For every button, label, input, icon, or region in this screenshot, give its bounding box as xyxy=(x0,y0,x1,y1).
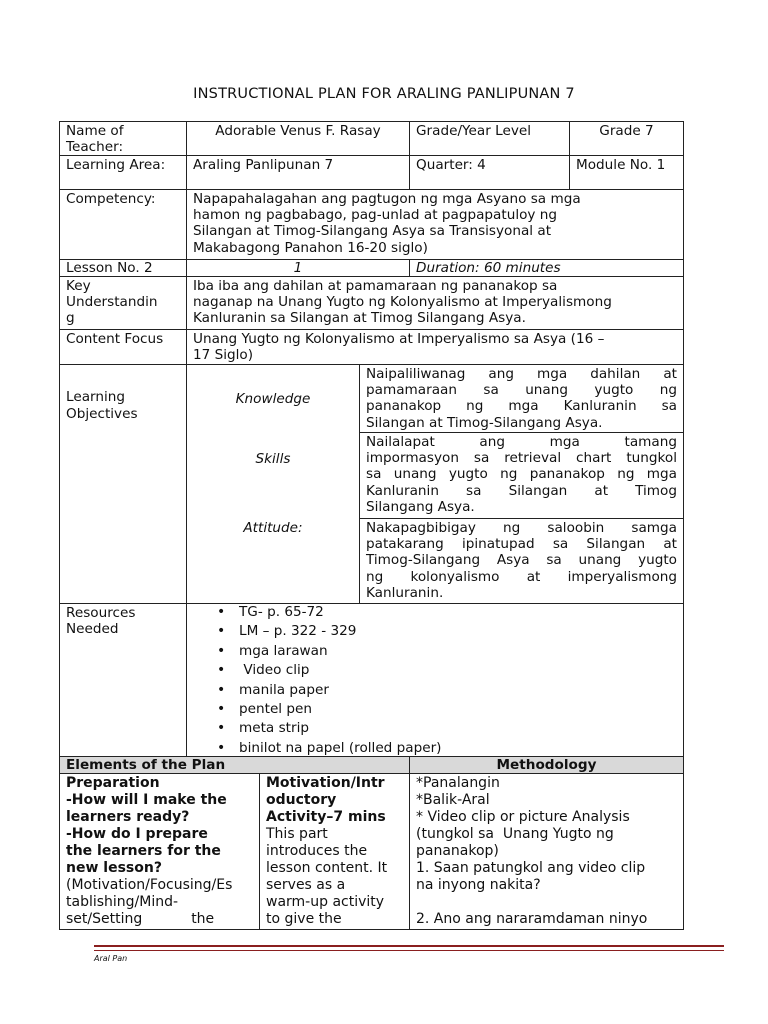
prep-line: (Motivation/Focusing/Es xyxy=(66,877,233,893)
elements-header: Elements of the Plan xyxy=(60,757,409,773)
obj-line: Kanluranin. xyxy=(366,584,444,601)
method-line: * Video clip or picture Analysis xyxy=(416,809,630,825)
obj-line: Silangang Asya. xyxy=(366,498,475,515)
footer-rule xyxy=(94,945,724,947)
method-line: na inyong nakita? xyxy=(416,877,541,893)
competency-text xyxy=(187,190,683,259)
method-line: *Panalangin xyxy=(416,775,500,791)
motivation-line: lesson content. It xyxy=(266,860,388,876)
obj-line: Nailalapat ang mga tamang xyxy=(366,434,677,450)
key-understanding-text xyxy=(187,277,683,329)
lesson-number: 1 xyxy=(293,260,303,276)
ku-line: Iba iba ang dahilan at pamamaraan ng pananakop sa xyxy=(193,278,558,294)
quarter-label: Quarter: 4 xyxy=(416,157,486,173)
resource-item: • pentel pen xyxy=(239,700,683,719)
skills-text xyxy=(360,433,683,518)
method-line xyxy=(416,894,677,911)
knowledge-text xyxy=(360,365,683,432)
resource-item: • Video clip xyxy=(239,661,683,680)
label-line: Resources xyxy=(66,605,136,621)
method-line: *Balik-Aral xyxy=(416,792,490,808)
cf-line: 17 Siglo) xyxy=(193,347,254,364)
resources-list xyxy=(187,603,683,756)
learning-area-value: Araling Panlipunan 7 xyxy=(193,157,334,173)
method-line: (tungkol sa Unang Yugto ng xyxy=(416,826,614,842)
content-focus-label: Content Focus xyxy=(66,331,164,347)
teacher-name: Adorable Venus F. Rasay xyxy=(215,123,381,139)
competency-line: Napapahalagahan ang pagtugon ng mga Asyano sa mga xyxy=(193,191,581,207)
resource-item: • TG- p. 65-72 xyxy=(239,603,683,622)
module-label: Module No. 1 xyxy=(576,157,666,173)
lesson-duration: Duration: 60 minutes xyxy=(416,260,561,276)
key-understanding-label xyxy=(60,277,186,329)
resource-item: • binilot na papel (rolled paper) xyxy=(239,739,683,756)
prep-line: new lesson? xyxy=(66,860,162,876)
knowledge-label: Knowledge xyxy=(235,390,311,407)
resource-item: • LM – p. 322 - 329 xyxy=(239,622,683,641)
methodology-header: Methodology xyxy=(410,757,683,773)
resource-item: • meta strip xyxy=(239,719,683,738)
skills-label: Skills xyxy=(255,451,291,468)
competency-line: Silangan at Timog-Silangang Asya sa Transisyonal at xyxy=(193,223,552,240)
obj-line: Timog-Silangang Asya sa unang yugto xyxy=(366,552,677,569)
obj-line: sa unang yugto ng pananakop ng mga xyxy=(366,466,677,483)
teacher-label: Name of Teacher: xyxy=(66,123,124,155)
grade-value: Grade 7 xyxy=(599,123,654,139)
prep-line: set/Setting the xyxy=(66,911,215,927)
obj-line: pamamaraan sa unang yugto ng xyxy=(366,382,677,399)
prep-line: the learners for the xyxy=(66,843,221,859)
prep-line: learners ready? xyxy=(66,809,190,825)
prep-line: -How do I prepare xyxy=(66,826,208,842)
grade-label: Grade/Year Level xyxy=(416,123,532,139)
motivation-line: to give the xyxy=(266,911,342,927)
label-line: Key xyxy=(66,278,91,294)
label-line: Understandin xyxy=(66,294,158,311)
methodology-cell xyxy=(410,774,683,929)
motivation-line: introduces the xyxy=(266,843,368,859)
content-focus-text xyxy=(187,330,683,364)
obj-line: Naipaliliwanag ang mga dahilan at xyxy=(366,366,677,382)
learning-area-label: Learning Area: xyxy=(66,157,166,173)
attitude-label: Attitude: xyxy=(243,520,303,536)
resources-label xyxy=(60,604,186,644)
motivation-line: oductory xyxy=(266,792,337,808)
motivation-line: Activity–7 mins xyxy=(266,809,386,825)
prep-line: Preparation xyxy=(66,775,160,791)
label-line: g xyxy=(66,310,75,327)
competency-line: hamon ng pagbabago, pag-unlad at pagpapatuloy ng xyxy=(193,207,558,224)
obj-line: Silangan at Timog-Silangang Asya. xyxy=(366,414,603,431)
obj-line: ng kolonyalismo at imperyalismong xyxy=(366,568,677,585)
footer-text: Aral Pan xyxy=(94,954,128,963)
ku-line: Kanluranin sa Silangan at Timog Silangang Asya. xyxy=(193,310,526,327)
document-title: INSTRUCTIONAL PLAN FOR ARALING PANLIPUNAN 7 xyxy=(193,86,575,102)
lesson-label: Lesson No. 2 xyxy=(66,260,153,276)
obj-line: Nakapagbibigay ng saloobin samga xyxy=(366,520,677,536)
prep-line: -How will I make the xyxy=(66,792,227,808)
motivation-line: warm-up activity xyxy=(266,894,385,910)
cf-line: Unang Yugto ng Kolonyalismo at Imperyalismo sa Asya (16 – xyxy=(193,331,605,347)
preparation-cell xyxy=(60,774,259,929)
motivation-line: Motivation/Intr xyxy=(266,775,385,791)
label-line: Needed xyxy=(66,621,119,638)
label-line: Learning xyxy=(66,389,126,406)
resource-item: • mga larawan xyxy=(239,642,683,661)
competency-line: Makabagong Panahon 16-20 siglo) xyxy=(193,239,428,256)
obj-line: pananakop ng mga Kanluranin sa xyxy=(366,398,677,415)
obj-line: Kanluranin sa Silangan at Timog xyxy=(366,482,677,499)
motivation-cell xyxy=(260,774,409,929)
method-line: 2. Ano ang nararamdaman ninyo xyxy=(416,911,648,927)
method-line: 1. Saan patungkol ang video clip xyxy=(416,860,646,876)
resource-item: • manila paper xyxy=(239,681,683,700)
motivation-line: This part xyxy=(266,826,328,842)
ku-line: naganap na Unang Yugto ng Kolonyalismo at Imperyalismong xyxy=(193,294,612,311)
prep-line: tablishing/Mind- xyxy=(66,894,179,910)
competency-label: Competency: xyxy=(66,191,156,207)
attitude-text xyxy=(360,519,683,603)
footer-rule-thin xyxy=(94,950,724,951)
learning-objectives-label xyxy=(60,365,186,432)
obj-line: impormasyon sa retrieval chart tungkol xyxy=(366,450,677,467)
method-line: pananakop) xyxy=(416,843,499,859)
label-line: Objectives xyxy=(66,405,138,422)
motivation-line: serves as a xyxy=(266,877,346,893)
obj-line: patakarang ipinatupad sa Silangan at xyxy=(366,536,677,553)
